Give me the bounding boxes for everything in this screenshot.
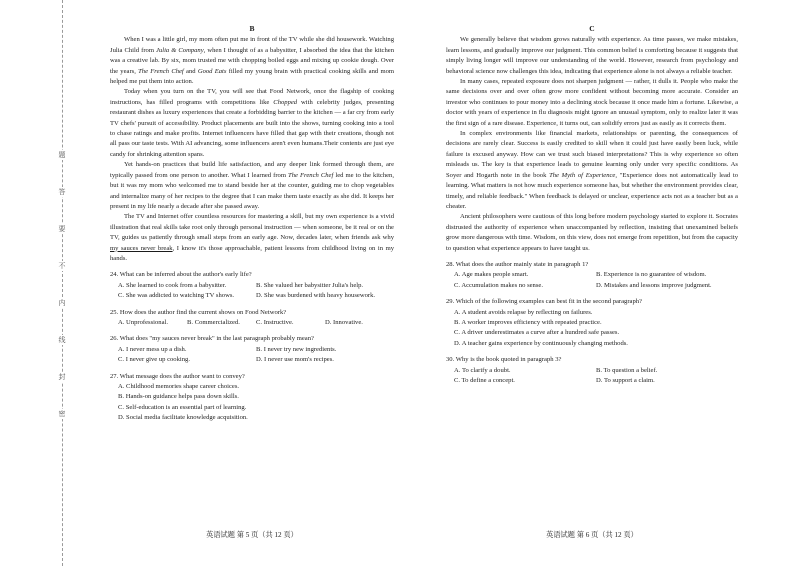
binding-label: 封 <box>58 373 66 381</box>
text-run: We generally believe that wisdom grows naturally with experience. As time passes, we make mistakes, learn lessons, and gradually improve our judgment. This common belief is comforting because it suggests that simply living longer will improve our understanding of the world. However, research from psychology and behavioral science now challenges this idea, indicating that experience alone is not always a reliable teacher. <box>446 36 738 75</box>
text-run: led me to the kitchen, but it was my mom who welcomed me to stand beside her at the counter, guiding me to chop vegetables and internalize many of her recipes to the degree that I can make them taste exactly as she did. It keeps her present in my life nearly a decade after she passed away. <box>110 171 395 210</box>
paragraph <box>446 35 738 77</box>
text-run: filled my young brain with practical cooking skills and mom helped me put them into action. <box>110 67 395 86</box>
answer-option: D. Social media facilitate knowledge acquisition. <box>118 414 248 422</box>
text-run: Ancient philosophers were cautious of this long before modern psychology started to explore it. Socrates distrusted the authority of experience when unaccompanied by reflection, insisting that unexamined beliefs grow more dangerous with time. Wisdom, on this view, does not emerge from repetition, but from the capacity to question what experience appears to have taught us. <box>446 213 738 252</box>
answer-option: C. A driver underestimates a curve after a hundred safe passes. <box>454 329 620 337</box>
answer-option: C. To define a concept. <box>454 377 515 384</box>
answer-option: B. I never try new ingredients. <box>256 345 337 353</box>
text-run: , "Experience does not automatically lead to learning. What matters is not how much experience someone has, but whether the environment provides clear, timely, and reliable feedback." When feedback is delayed or unclear, experience acts not as a teacher but as a cheater. <box>446 171 738 210</box>
text-run: Yet hands-on practices that build life satisfaction, and any deeper link formed through them, are typically passed from one person to another. What I learned from <box>110 161 394 179</box>
answer-option: D. I never use mom's recipes. <box>256 356 334 364</box>
answer-options <box>110 281 394 302</box>
question-stem: 25. How does the author find the current shows on Food Network? <box>110 308 287 316</box>
paragraph <box>446 129 738 212</box>
answer-option: D. A teacher gains experience by continuously changing methods. <box>454 339 628 347</box>
answer-option: A. Childhood memories shape career choices. <box>118 383 240 390</box>
italic-title: Good Eats <box>197 67 227 75</box>
answer-option: C. Instructive. <box>256 318 294 326</box>
paragraph <box>446 77 738 129</box>
binding-label: 答 <box>58 188 66 196</box>
passage-b <box>110 35 394 264</box>
text-run: and <box>183 67 198 75</box>
paragraph <box>110 35 394 87</box>
answer-options <box>110 345 394 366</box>
answer-option: D. To support a claim. <box>596 377 655 384</box>
right-page-column <box>446 24 738 386</box>
question-stem: 30. Why is the book quoted in paragraph 3? <box>446 356 562 364</box>
question <box>446 297 738 349</box>
answer-option: A. She learned to cook from a babysitter. <box>118 281 227 289</box>
answer-option: B. Commercialized. <box>187 318 240 326</box>
binding-label: 内 <box>58 299 66 307</box>
question-stem: 24. What can be inferred about the author's early life? <box>110 271 252 279</box>
answer-option: A. A student avoids relapse by reflecting on failures. <box>454 308 593 316</box>
question <box>446 260 738 291</box>
question-stem: 26. What does "my sauces never break" in the last paragraph probably mean? <box>110 335 314 343</box>
answer-option: C. Self-education is an essential part of learning. <box>118 403 247 411</box>
answer-option: A. I never mess up a dish. <box>118 345 187 353</box>
answer-options <box>110 318 394 328</box>
section-letter-c: C <box>589 24 595 33</box>
italic-title: The French Chef <box>288 171 334 179</box>
answer-option: D. She was burdened with heavy housework. <box>256 292 376 300</box>
passage-c <box>446 35 738 254</box>
paragraph <box>110 160 394 212</box>
italic-title: The French Chef <box>138 67 184 75</box>
answer-option: A. To clarify a doubt. <box>454 366 511 374</box>
text-run: Today when you turn on the TV, you will see that Food Network, once the flagship of cooking instructions, has filled programs with competitions like <box>110 88 394 106</box>
underlined-phrase: my sauces never break <box>110 244 173 252</box>
answer-option: D. Innovative. <box>325 318 363 326</box>
binding-label: 题 <box>58 151 66 159</box>
page-footer-6: 英语试题 第 6 页（共 12 页） <box>546 531 638 539</box>
answer-options <box>110 382 394 424</box>
binding-label: 线 <box>58 336 66 344</box>
text-run: The TV and Internet offer countless resources for mastering a skill, but my own experience is a vivid illustration that real skills take root only through personal instruction — when someone, be it real or on the TV, guides us patiently through small steps from an early age. Now, decades later, when friends ask why <box>110 213 394 242</box>
answer-options <box>446 366 738 387</box>
answer-options <box>446 270 738 291</box>
question-stem: 27. What message does the author want to convey? <box>110 372 245 380</box>
paragraph <box>110 87 394 160</box>
questions-24-27 <box>110 270 394 423</box>
left-page-column <box>110 24 394 424</box>
binding-label: 不 <box>58 262 66 270</box>
paragraph <box>110 212 394 264</box>
question <box>110 372 394 424</box>
italic-title: Julia & Company <box>156 46 204 54</box>
text-run: , I know it's those approachable, patient lessons from childhood living on in my hands. <box>110 244 394 262</box>
answer-option: B. A worker improves efficiency with repeated practice. <box>454 318 602 326</box>
binding-margin-labels <box>52 150 72 419</box>
text-run: When I was a little girl, my mom often put me in front of the TV while she did housework. Watching Julia Child from <box>110 36 394 54</box>
questions-28-30 <box>446 260 738 386</box>
question <box>446 355 738 386</box>
page-footer-5: 英语试题 第 5 页（共 12 页） <box>206 531 298 539</box>
answer-option: B. She valued her babysitter Julia's help. <box>256 281 364 289</box>
question-stem: 29. Which of the following examples can best fit in the second paragraph? <box>446 298 642 306</box>
answer-option: D. Mistakes and lessons improve judgment. <box>596 281 712 289</box>
answer-option: B. Hands-on guidance helps pass down skills. <box>118 393 239 401</box>
text-run: , when I thought of as a babysitter, I absorbed the idea that the kitchen was a creative lab. By six, mom trusted me with chopping boiled eggs and mixing up cookie dough. Over the years, <box>110 46 394 75</box>
question <box>110 308 394 329</box>
section-letter-b: B <box>249 24 255 33</box>
text-run: with celebrity judges, presenting restaurant dishes as luxury experiences that create a forbidding barrier to the kitchen — a far cry from early TV chefs' pursuit of accessibility. Product placements are built into the shows, turning cooking into a tool to chase ratings and make profits. Internet influencers have filled that gap with their creations, though not all pass our taste tests. With AI advancing, some influencers aren't even humans.Their contents are just eye candy for shrinking attention spans. <box>110 98 394 158</box>
question-stem: 28. What does the author mainly state in paragraph 1? <box>446 260 589 268</box>
italic-title: The Myth of Experience <box>549 171 616 179</box>
answer-option: A. Age makes people smart. <box>454 271 529 279</box>
paragraph <box>446 212 738 254</box>
question <box>110 270 394 301</box>
answer-option: C. She was addicted to watching TV shows. <box>118 292 235 300</box>
answer-option: C. Accumulation makes no sense. <box>454 281 543 289</box>
answer-option: B. To question a belief. <box>596 366 658 374</box>
text-run: In complex environments like financial markets, relationships or parenting, the consequences of decisions are rarely clear. Success is easily credited to skill when it could just have easily been luck, while failure is excused anyway. How can we trust such biased interpretations? This is why experience so often misleads us. The key is that experience leads to genuine learning only under very specific conditions. As Soyer and Hogarth note in the book <box>446 130 738 179</box>
question <box>110 334 394 365</box>
answer-options <box>446 308 738 350</box>
answer-option: B. Experience is no guarantee of wisdom. <box>596 271 707 279</box>
answer-option: C. I never give up cooking. <box>118 356 190 364</box>
binding-label: 密 <box>58 410 66 418</box>
italic-title: Chopped <box>273 98 298 106</box>
text-run: In many cases, repeated exposure does not sharpen judgment — rather, it dulls it. People who make the same decisions over and over often grow more confident without becoming more accurate. Consider an investor who continues to pour money into a declining stock because it once made him a fortune. Likewise, a doctor with years of experience in flu diagnosis might ignore an unusual symptom, only to realize later it was the first sign of a rare disease. Experience, it turns out, can solidify errors just as easily as it corrects them. <box>446 78 738 127</box>
binding-label: 要 <box>58 225 66 233</box>
answer-option: A. Unprofessional. <box>118 318 168 326</box>
